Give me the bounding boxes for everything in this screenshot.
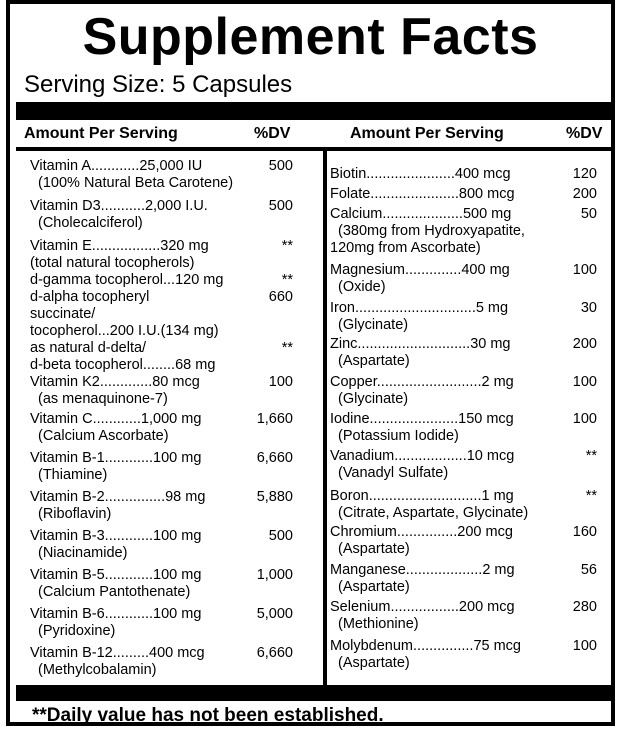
nutrient-detail: (Aspartate) [338,353,410,369]
daily-value: 660 [268,289,293,305]
nutrient-detail: (100% Natural Beta Carotene) [38,175,234,191]
nutrient-name-amount: Molybdenum...............75 mcg [330,638,521,654]
nutrient-row [30,567,201,601]
nutrient-name-amount: Vitamin E.................320 mg [30,238,209,254]
nutrient-row [30,374,200,408]
nutrient-name-amount: Vitamin K2.............80 mcg [30,374,200,390]
nutrient-detail: (Citrate, Aspartate, Glycinate) [338,505,529,521]
header-amount-right: Amount Per Serving [350,125,504,142]
nutrient-row [330,300,508,334]
nutrient-row [30,606,201,640]
nutrient-name-amount: Vitamin D3...........2,000 I.U. [30,198,208,214]
nutrient-detail: succinate/ [30,306,96,322]
nutrient-name-amount: Vitamin B-3............100 mg [30,528,202,544]
nutrient-detail: (Niacinamide) [38,545,128,561]
nutrient-detail: (Riboflavin) [38,506,112,522]
nutrient-name-amount: Manganese...................2 mg [330,562,515,578]
nutrient-name-amount: Vitamin A............25,000 IU [30,158,203,174]
daily-value: 1,000 [256,567,293,583]
header-amount-left: Amount Per Serving [24,125,178,142]
daily-value: 100 [572,638,597,654]
nutrient-row [30,238,209,255]
daily-value: 500 [268,528,293,544]
nutrient-row [30,289,219,340]
daily-value: ** [281,272,293,288]
nutrient-name-amount: Vanadium..................10 mcg [330,448,515,464]
daily-value: ** [281,340,293,356]
nutrient-row [330,262,510,296]
nutrient-detail: (Aspartate) [338,655,410,671]
nutrient-name-amount: Boron............................1 mg [330,488,514,504]
nutrient-name-amount: Vitamin B-1............100 mg [30,450,202,466]
nutrient-detail: (Cholecalciferol) [38,215,143,231]
header-dv-right: %DV [566,125,603,142]
nutrient-name-amount: Vitamin B-5............100 mg [30,567,202,583]
thick-divider-bottom [16,685,611,701]
nutrient-name-amount: Folate......................800 mcg [330,186,515,202]
nutrient-row [330,448,514,482]
nutrient-row [30,255,194,272]
daily-value: 50 [580,206,597,222]
daily-value: ** [585,448,597,464]
nutrient-name-amount: Iron..............................5 mg [330,300,509,316]
daily-value: 100 [572,411,597,427]
nutrient-row [30,489,205,523]
nutrient-name-amount: Vitamin C............1,000 mg [30,411,202,427]
nutrient-row [30,450,201,484]
nutrient-detail: (Glycinate) [338,317,409,333]
header-dv-left: %DV [254,125,291,142]
header-divider [16,147,611,151]
nutrient-name-amount: Copper..........................2 mg [330,374,514,390]
nutrient-detail: 120mg from Ascorbate) [330,240,481,256]
nutrient-detail: (Aspartate) [338,541,410,557]
nutrient-name-amount: Biotin......................400 mcg [330,166,511,182]
daily-value: 100 [572,374,597,390]
nutrient-detail: (Potassium Iodide) [338,428,459,444]
nutrient-row [330,186,515,203]
nutrient-detail: (Aspartate) [338,579,410,595]
nutrient-detail: (Oxide) [338,279,386,295]
nutrient-row [330,206,525,257]
nutrient-name-amount: d-alpha tocopheryl [30,289,150,305]
nutrient-row [30,272,223,289]
nutrient-row [330,599,515,633]
nutrient-name-amount: as natural d-delta/ [30,340,147,356]
daily-value: 1,660 [256,411,293,427]
daily-value: 200 [572,186,597,202]
daily-value: 500 [268,158,293,174]
nutrient-row [330,638,521,672]
nutrient-row [330,488,528,522]
nutrient-detail: (Vanadyl Sulfate) [338,465,449,481]
nutrient-name-amount: Magnesium..............400 mg [330,262,510,278]
footnote: **Daily value has not been established. [32,705,384,726]
daily-value: 5,880 [256,489,293,505]
nutrient-row [30,528,201,562]
nutrient-detail: (Thiamine) [38,467,108,483]
nutrient-name-amount: Vitamin B-2...............98 mg [30,489,206,505]
nutrient-row [30,340,215,374]
nutrient-row [330,562,515,596]
nutrient-detail: (Methionine) [338,616,419,632]
nutrient-detail: (Calcium Pantothenate) [38,584,191,600]
nutrient-row [330,336,511,370]
nutrient-detail: (380mg from Hydroxyapatite, [338,223,525,239]
serving-size: Serving Size: 5 Capsules [24,71,293,98]
daily-value: ** [585,488,597,504]
daily-value: 100 [572,262,597,278]
nutrient-row [330,524,513,558]
nutrient-name-amount: Vitamin B-12.........400 mcg [30,645,205,661]
nutrient-row [30,411,201,445]
nutrient-detail: (as menaquinone-7) [38,391,168,407]
daily-value: 6,660 [256,450,293,466]
daily-value: 120 [572,166,597,182]
nutrient-row [30,158,233,192]
supplement-facts-panel [6,0,615,726]
nutrient-detail: tocopherol...200 I.U.(134 mg) [30,323,219,339]
nutrient-name-amount: d-gamma tocopherol...120 mg [30,272,224,288]
thick-divider-top [16,102,611,120]
daily-value: 100 [268,374,293,390]
daily-value: 160 [572,524,597,540]
daily-value: 280 [572,599,597,615]
nutrient-name-amount: Chromium...............200 mcg [330,524,513,540]
nutrient-row [330,411,514,445]
daily-value: 500 [268,198,293,214]
nutrient-detail: d-beta tocopherol........68 mg [30,357,216,373]
nutrient-detail: (Glycinate) [338,391,409,407]
daily-value: 5,000 [256,606,293,622]
nutrient-name-amount: Calcium....................500 mg [330,206,512,222]
daily-value: 30 [580,300,597,316]
nutrient-detail: (Methylcobalamin) [38,662,157,678]
nutrient-row [330,166,511,183]
daily-value: ** [281,238,293,254]
nutrient-name-amount: Selenium.................200 mcg [330,599,515,615]
panel-title: Supplement Facts [82,8,539,66]
nutrient-detail: (Calcium Ascorbate) [38,428,169,444]
daily-value: 56 [580,562,597,578]
nutrient-name-amount: Zinc............................30 mg [330,336,511,352]
nutrient-name-amount: Iodine......................150 mcg [330,411,514,427]
nutrient-name-amount: (total natural tocopherols) [30,255,195,271]
nutrient-name-amount: Vitamin B-6............100 mg [30,606,202,622]
nutrient-detail: (Pyridoxine) [38,623,116,639]
daily-value: 6,660 [256,645,293,661]
nutrient-row [30,198,208,232]
nutrient-row [30,645,205,679]
column-divider [323,151,327,685]
daily-value: 200 [572,336,597,352]
nutrient-row [330,374,514,408]
